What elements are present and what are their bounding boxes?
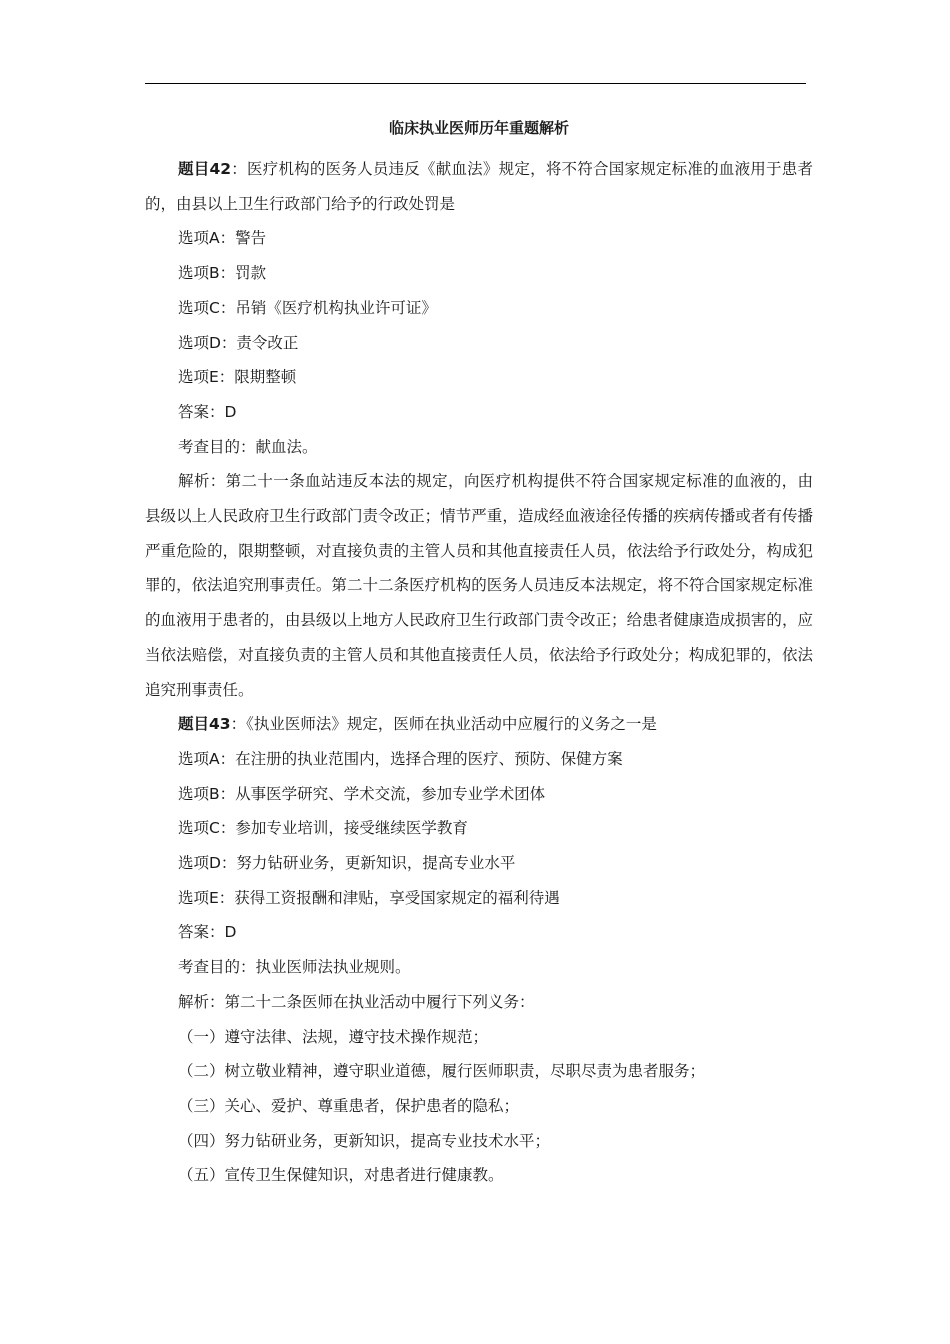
question-42-label: 题目42 [178, 160, 232, 178]
answer: 答案：D [178, 923, 237, 942]
document-body [145, 118, 813, 1193]
exam-purpose: 考查目的：执业医师法执业规则。 [178, 958, 411, 977]
header-rule [145, 83, 806, 84]
duty-item: （四）努力钻研业务，更新知识，提高专业技术水平； [178, 1131, 551, 1150]
question-42-stem: 题目42：医疗机构的医务人员违反《献血法》规定，将不符合国家规定标准的血液用于患者的，由县以上卫生行政部门给予的行政处罚是 [145, 160, 813, 213]
option-d: 选项D：责令改正 [178, 333, 299, 352]
answer: 答案：D [178, 402, 237, 421]
duty-item: （五）宣传卫生保健知识，对患者进行健康教。 [178, 1166, 504, 1185]
option-c: 选项C：参加专业培训，接受继续医学教育 [178, 819, 468, 838]
option-e: 选项E：获得工资报酬和津贴，享受国家规定的福利待遇 [178, 888, 560, 907]
option-b: 选项B：从事医学研究、学术交流，参加专业学术团体 [178, 784, 546, 803]
option-a: 选项A：警告 [178, 229, 267, 248]
duty-item: （一）遵守法律、法规，遵守技术操作规范； [178, 1027, 489, 1046]
option-c: 选项C：吊销《医疗机构执业许可证》 [178, 298, 437, 317]
exam-purpose: 考查目的：献血法。 [178, 437, 318, 456]
analysis: 解析：第二十二条医师在执业活动中履行下列义务： [178, 992, 535, 1011]
question-43-label: 题目43 [178, 715, 231, 734]
option-d: 选项D：努力钻研业务，更新知识，提高专业水平 [178, 854, 516, 873]
option-e: 选项E：限期整顿 [178, 368, 297, 387]
question-43-stem: 题目43：《执业医师法》规定，医师在执业活动中应履行的义务之一是 [178, 715, 657, 734]
option-a: 选项A：在注册的执业范围内，选择合理的医疗、预防、保健方案 [178, 749, 623, 768]
document-title: 临床执业医师历年重题解析 [388, 119, 569, 137]
analysis: 解析：第二十一条血站违反本法的规定，向医疗机构提供不符合国家规定标准的血液的，由县级以上人民政府卫生行政部门责令改正；情节严重，造成经血液途径传播的疾病传播或者有传播严重危险的，限期整顿，对直接负责的主管人员和其他直接责任人员，依法给予行政处分，构成犯罪的，依法追究刑事责任。第二十二条医疗机构的医务人员违反本法规定，将不符合国家规定标准的血液用于患者的，由县级以上地方人民政府卫生行政部门责令改正；给患者健康造成损害的，应当依法赔偿，对直接负责的主管人员和其他直接责任人员，依法给予行政处分；构成犯罪的，依法追究刑事责任。 [145, 472, 813, 699]
option-b: 选项B：罚款 [178, 264, 267, 283]
duty-item: （三）关心、爱护、尊重患者，保护患者的隐私； [178, 1096, 520, 1115]
duty-item: （二）树立敬业精神，遵守职业道德，履行医师职责，尽职尽责为患者服务； [178, 1062, 706, 1081]
